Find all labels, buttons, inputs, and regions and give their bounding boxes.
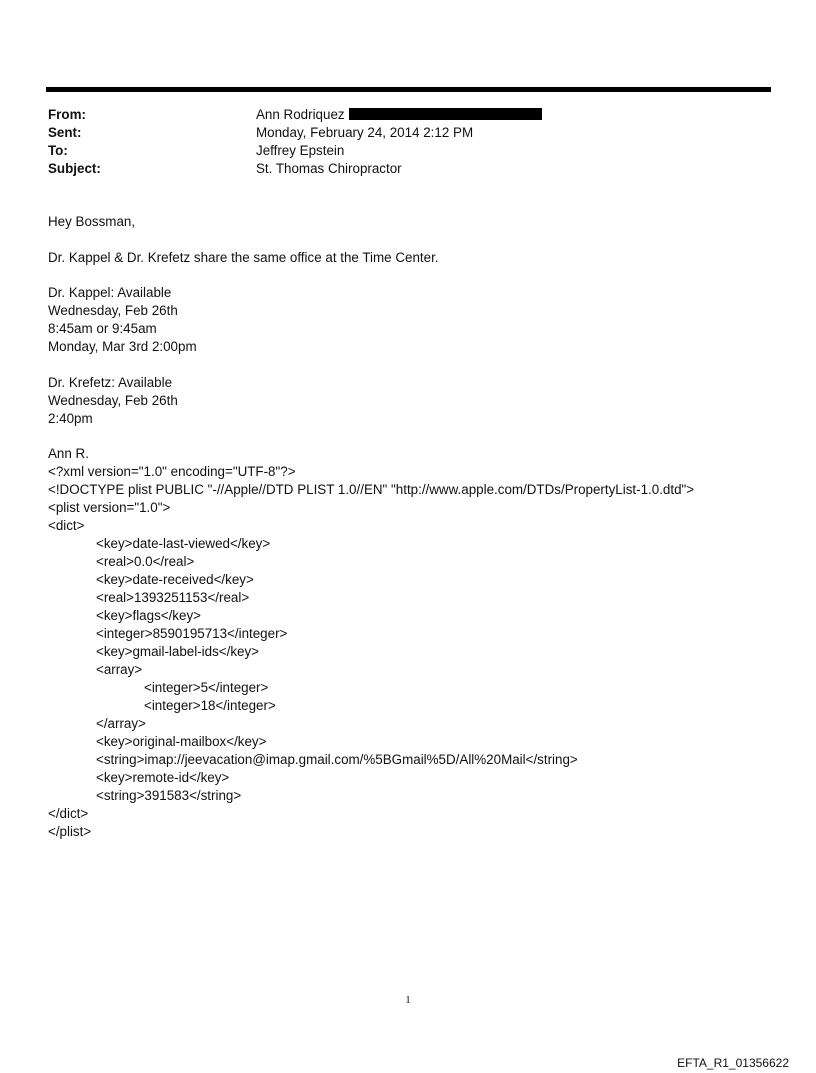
plist-line: <integer>8590195713</integer> (96, 626, 288, 641)
kappel-line: 8:45am or 9:45am (48, 321, 157, 336)
plist-line: <integer>18</integer> (144, 698, 276, 713)
sent-value: Monday, February 24, 2014 2:12 PM (256, 125, 474, 140)
email-body (48, 213, 694, 841)
sent-label: Sent: (48, 125, 82, 140)
kappel-line: Dr. Kappel: Available (48, 285, 172, 300)
greeting: Hey Bossman, (48, 214, 136, 229)
plist-line: <key>flags</key> (96, 608, 201, 623)
from-value (256, 106, 542, 124)
plist-line: <key>date-received</key> (96, 572, 254, 587)
from-label: From: (48, 107, 86, 122)
kappel-line: Wednesday, Feb 26th (48, 303, 178, 318)
plist-line: <key>date-last-viewed</key> (96, 536, 271, 551)
from-row (48, 106, 542, 124)
page-number: 1 (405, 994, 411, 1006)
header-rule (46, 87, 771, 92)
krefetz-line: Wednesday, Feb 26th (48, 392, 178, 408)
plist-line: <dict> (48, 518, 85, 533)
subject-label: Subject: (48, 161, 101, 176)
plist-line: <!DOCTYPE plist PUBLIC "-//Apple//DTD PLIST 1.0//EN" "http://www.apple.com/DTDs/PropertyList-1.0.dtd"> (48, 482, 695, 497)
from-name: Ann Rodriquez (256, 107, 345, 122)
krefetz-line: Dr. Krefetz: Available (48, 374, 173, 390)
to-value: Jeffrey Epstein (256, 143, 345, 158)
plist-line: <string>391583</string> (96, 788, 242, 803)
plist-line: <real>1393251153</real> (96, 590, 250, 605)
sent-row (48, 124, 542, 142)
email-header (48, 106, 542, 178)
plist-line: <key>remote-id</key> (96, 770, 230, 785)
kappel-line: Monday, Mar 3rd 2:00pm (48, 339, 197, 354)
plist-line: <plist version="1.0"> (48, 500, 171, 515)
subject-row (48, 160, 542, 178)
krefetz-line: 2:40pm (48, 410, 93, 426)
plist-line: <?xml version="1.0" encoding="UTF-8"?> (48, 464, 296, 479)
plist-line: <key>gmail-label-ids</key> (96, 644, 260, 659)
document-id: EFTA_R1_01356622 (677, 1056, 789, 1070)
subject-value: St. Thomas Chiropractor (256, 161, 402, 176)
plist-line: </array> (96, 716, 146, 731)
redaction-block (349, 108, 542, 120)
plist-line: <string>imap://jeevacation@imap.gmail.com/%5BGmail%5D/All%20Mail</string> (96, 752, 578, 767)
plist-line: <key>original-mailbox</key> (96, 734, 267, 749)
plist-line: <array> (96, 662, 143, 677)
plist-line: </plist> (48, 824, 92, 839)
to-label: To: (48, 143, 68, 158)
plist-line: <real>0.0</real> (96, 554, 195, 569)
plist-line: </dict> (48, 806, 89, 821)
signature: Ann R. (48, 446, 89, 461)
to-row (48, 142, 542, 160)
plist-line: <integer>5</integer> (144, 680, 269, 695)
intro-text: Dr. Kappel & Dr. Krefetz share the same office at the Time Center. (48, 249, 439, 265)
